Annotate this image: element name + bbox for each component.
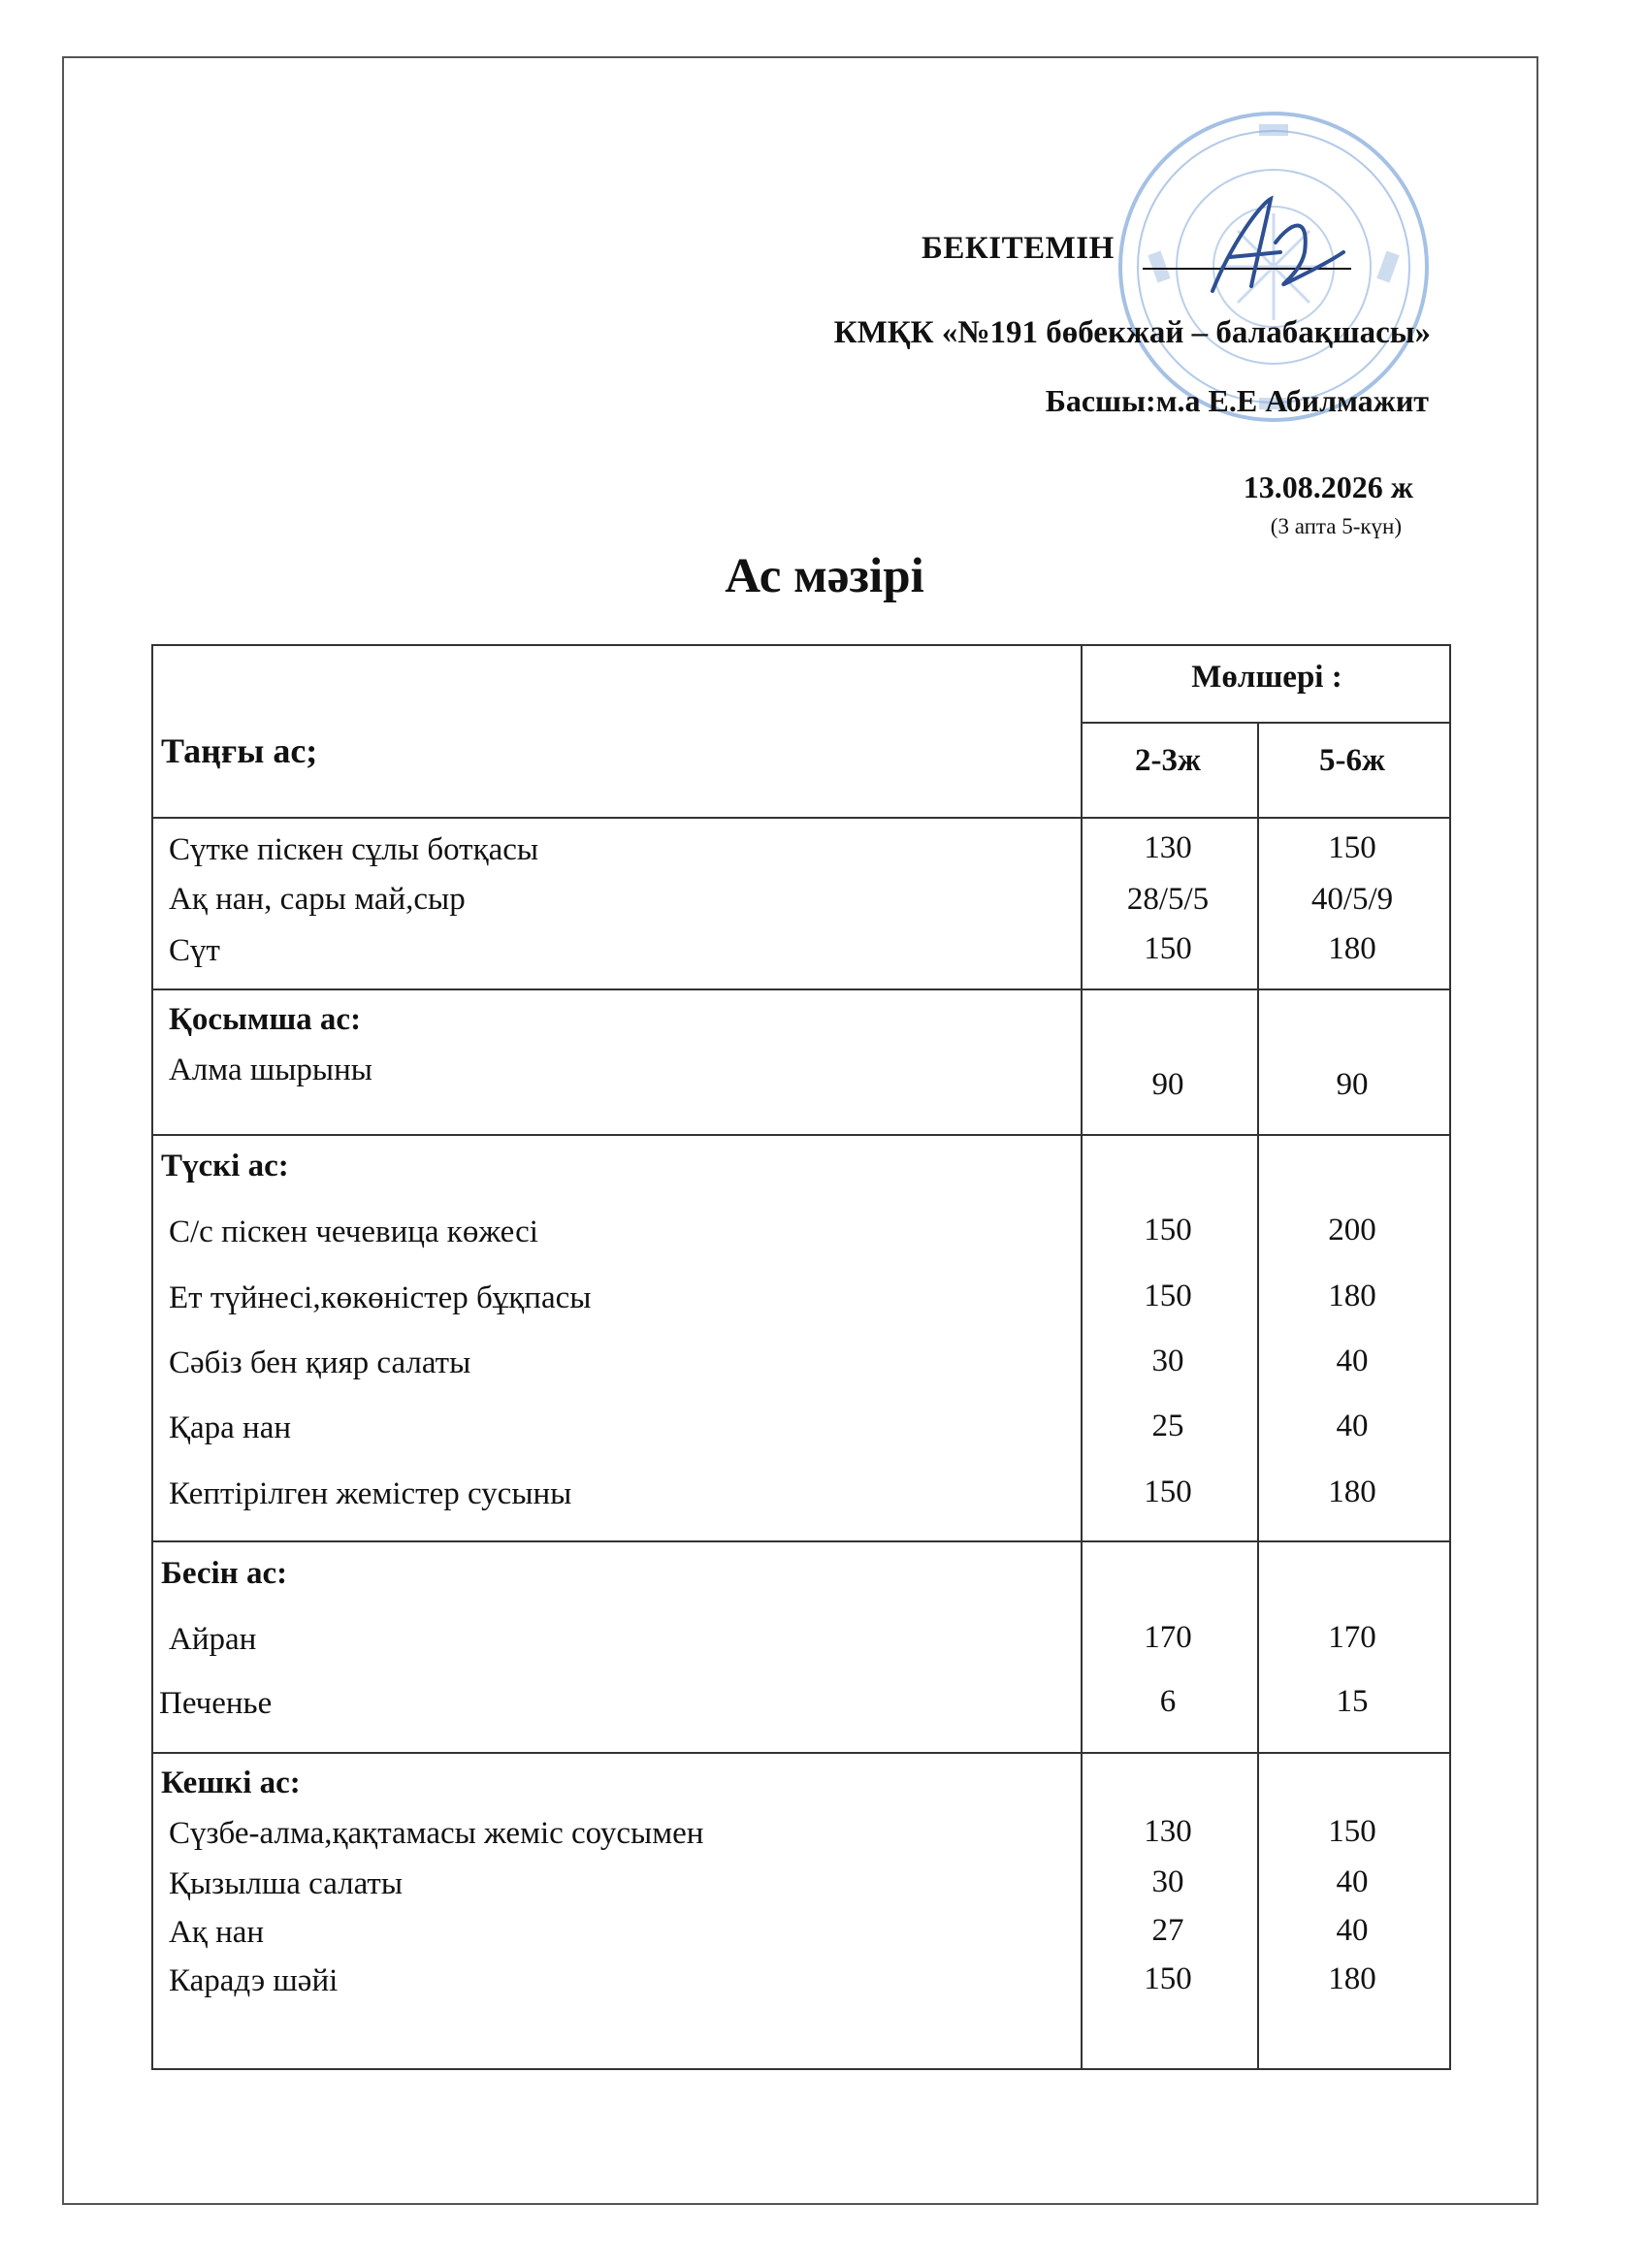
menu-item-amount-5-6: 15 (1336, 1684, 1369, 1719)
head-name: Басшы:м.а Е.Е Абилмажит (1045, 383, 1429, 418)
table-border (151, 2068, 1451, 2070)
menu-item-amount-5-6: 150 (1328, 830, 1376, 865)
menu-item-amount-2-3: 150 (1144, 1961, 1192, 1996)
menu-item-name: Ақ нан (169, 1915, 265, 1950)
dinner-header: Кешкі ас: (161, 1766, 301, 1800)
menu-item-amount-2-3: 27 (1151, 1913, 1184, 1948)
menu-item-amount-2-3: 150 (1144, 1474, 1192, 1509)
menu-item-amount-5-6: 180 (1328, 1474, 1376, 1509)
extra-meal-header: Қосымша ас: (169, 1002, 362, 1037)
menu-item-name: С/с піскен чечевица көжесі (169, 1215, 538, 1249)
menu-item-amount-5-6: 40 (1336, 1864, 1369, 1899)
table-border (1081, 722, 1451, 724)
menu-item-name: Қызылша салаты (169, 1866, 404, 1901)
menu-item-amount-2-3: 30 (1151, 1864, 1184, 1899)
table-border (151, 644, 153, 2070)
page-title: Ас мәзірі (725, 549, 924, 603)
organization-name: КМҚК «№191 бөбекжай – балабақшасы» (833, 315, 1431, 350)
menu-item-amount-5-6: 90 (1336, 1067, 1369, 1102)
menu-table (151, 644, 1451, 2070)
menu-item-name: Алма шырыны (169, 1053, 372, 1087)
menu-item-name: Ет түйнесі,көкөністер бұқпасы (169, 1280, 592, 1315)
approve-label: БЕКІТЕМІН (922, 231, 1115, 266)
menu-item-amount-2-3: 90 (1151, 1067, 1184, 1102)
menu-item-name: Сүт (169, 933, 220, 968)
amount-header: Мөлшері : (1191, 660, 1342, 695)
menu-item-name: Кептірілген жемістер сусыны (169, 1476, 572, 1511)
table-border (151, 1134, 1451, 1136)
table-border (1257, 722, 1259, 2070)
handwritten-signature (1174, 184, 1348, 310)
table-border (151, 1540, 1451, 1542)
menu-item-amount-5-6: 40 (1336, 1344, 1369, 1378)
menu-date: 13.08.2026 ж (1243, 470, 1413, 504)
menu-item-name: Сәбіз бен қияр салаты (169, 1345, 471, 1380)
menu-item-amount-5-6: 180 (1328, 931, 1376, 966)
menu-item-amount-2-3: 130 (1144, 830, 1192, 865)
table-border (151, 988, 1451, 990)
menu-item-amount-2-3: 150 (1144, 1213, 1192, 1247)
menu-item-amount-5-6: 150 (1328, 1814, 1376, 1849)
menu-item-name: Печенье (159, 1686, 273, 1721)
snack-header: Бесін ас: (161, 1556, 288, 1591)
table-border (151, 644, 1451, 646)
menu-item-amount-5-6: 180 (1328, 1961, 1376, 1996)
column-header-5-6: 5-6ж (1319, 743, 1385, 778)
table-border (1449, 644, 1451, 2070)
menu-item-name: Ақ нан, сары май,сыр (169, 882, 466, 917)
week-day: (3 апта 5-күн) (1270, 514, 1402, 538)
menu-item-name: Карадэ шәйі (169, 1963, 339, 1998)
menu-item-name: Сүзбе-алма,қақтамасы жеміс соусымен (169, 1816, 704, 1851)
menu-item-name: Сүтке піскен сұлы ботқасы (169, 832, 539, 867)
lunch-header: Түскі ас: (161, 1149, 289, 1183)
menu-item-name: Айран (169, 1622, 257, 1657)
menu-item-amount-5-6: 200 (1328, 1213, 1376, 1247)
menu-item-amount-2-3: 150 (1144, 1279, 1192, 1313)
menu-item-amount-2-3: 28/5/5 (1126, 882, 1210, 917)
menu-item-amount-5-6: 40/5/9 (1310, 882, 1394, 917)
table-border (151, 817, 1451, 819)
menu-item-amount-2-3: 25 (1151, 1409, 1184, 1443)
table-border (151, 1752, 1451, 1754)
column-header-2-3: 2-3ж (1135, 743, 1201, 778)
menu-item-amount-2-3: 170 (1144, 1620, 1192, 1655)
menu-item-amount-2-3: 6 (1159, 1684, 1177, 1719)
menu-item-name: Қара нан (169, 1410, 292, 1445)
menu-item-amount-5-6: 40 (1336, 1913, 1369, 1948)
breakfast-header: Таңғы ас; (161, 731, 318, 770)
menu-item-amount-5-6: 170 (1328, 1620, 1376, 1655)
menu-item-amount-2-3: 150 (1144, 931, 1192, 966)
menu-item-amount-5-6: 40 (1336, 1409, 1369, 1443)
menu-item-amount-2-3: 30 (1151, 1344, 1184, 1378)
menu-item-amount-5-6: 180 (1328, 1279, 1376, 1313)
menu-item-amount-2-3: 130 (1144, 1814, 1192, 1849)
